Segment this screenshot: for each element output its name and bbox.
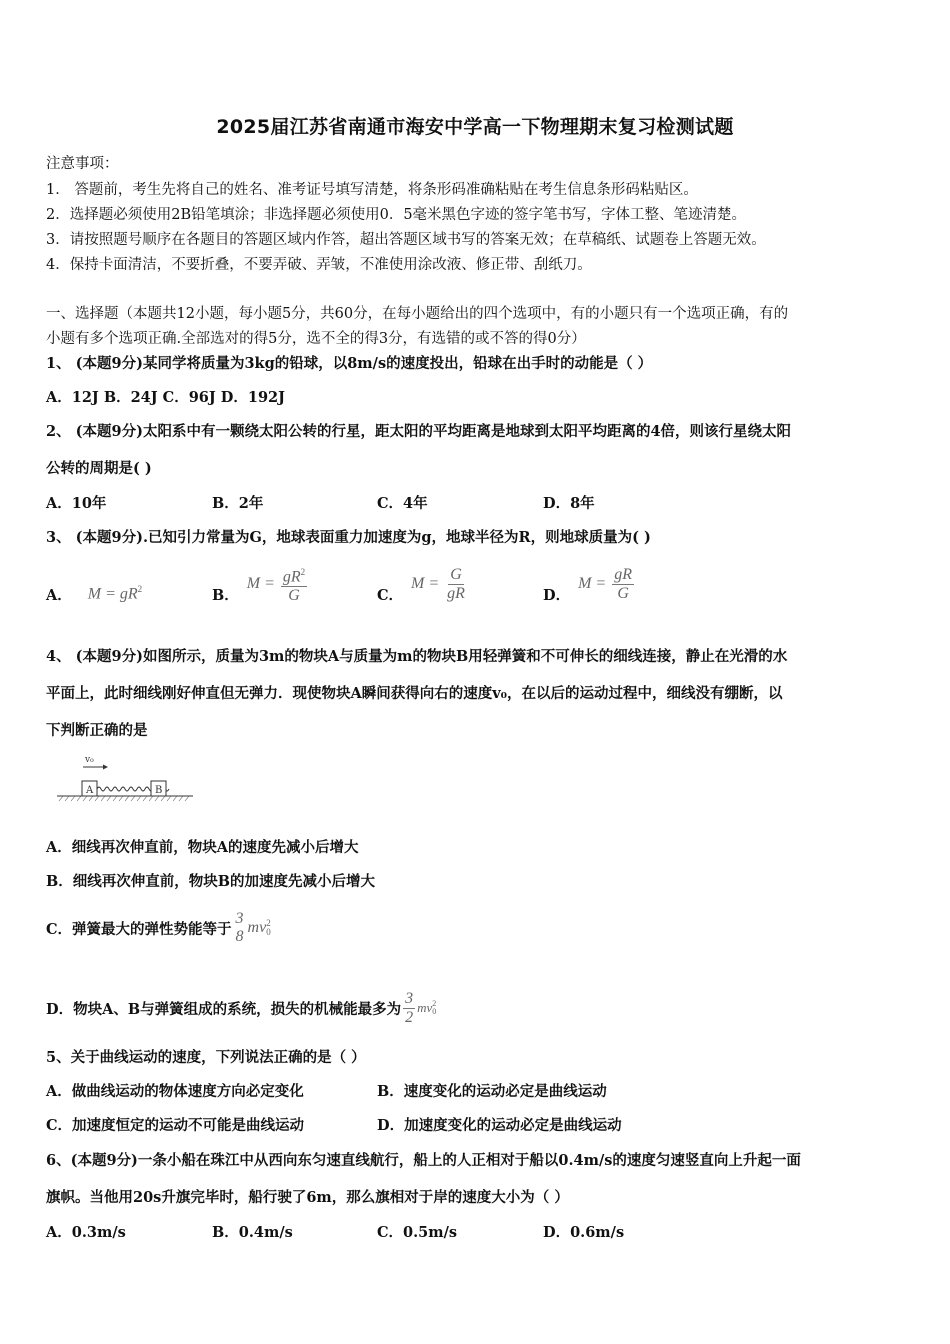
page-title: 2025届江苏省南通市海安中学高一下物理期末复习检测试题: [216, 116, 734, 138]
q6-stem-line2: 旗帜。当他用20s升旗完毕时，船行驶了6m，那么旗相对于岸的速度大小为（ ）: [46, 1189, 569, 1206]
q6-option-b: B．0.4m/s: [212, 1224, 293, 1241]
q6-stem-line1: 6、(本题9分)一条小船在珠江中从西向东匀速直线航行，船上的人正相对于船以0.4m/s的速度匀速竖直向上升起一面: [46, 1152, 801, 1169]
q2-option-b: B．2年: [212, 495, 264, 512]
q6-option-a: A．0.3m/s: [46, 1224, 126, 1241]
q3-option-c-formula: M = $\frac{G}{gR}$: [411, 565, 465, 602]
q6-option-c: C．0.5m/s: [377, 1224, 458, 1241]
q2-option-a: A．10年: [46, 495, 107, 512]
q3-option-c-label: C．: [377, 586, 404, 604]
q4-stem-line3: 下判断正确的是: [46, 722, 148, 739]
block-b-label: B: [155, 785, 163, 796]
q5-option-a: A．做曲线运动的物体速度方向必定变化: [46, 1083, 304, 1100]
figure-v0-label: v₀: [85, 755, 94, 765]
q5-stem: 5、关于曲线运动的速度，下列说法正确的是（ ）: [46, 1049, 366, 1066]
q5-option-b: B．速度变化的运动必定是曲线运动: [377, 1083, 607, 1100]
section-heading-line2: 小题有多个选项正确.全部选对的得5分，选不全的得3分，有选错的或不答的得0分）: [46, 331, 586, 347]
q5-option-c: C．加速度恒定的运动不可能是曲线运动: [46, 1117, 305, 1134]
q4-option-c: C．弹簧最大的弹性势能等于 3 8 mv 2 0: [46, 910, 271, 945]
q6-option-d: D．0.6m/s: [543, 1224, 625, 1241]
q4-option-a: A．细线再次伸直前，物块A的速度先减小后增大: [46, 839, 359, 856]
q1-options: A．12J B．24J C．96J D．192J: [46, 389, 286, 406]
q3-option-b: [212, 562, 309, 606]
q3-stem: 3、 (本题9分).已知引力常量为G，地球表面重力加速度为g，地球半径为R，则地球质量为( ): [46, 529, 651, 546]
notice-item: 2．选择题必须使用2B铅笔填涂；非选择题必须使用0．5毫米黑色字迹的签字笔书写，字体工整、笔迹清楚。: [46, 207, 747, 223]
q2-stem-line2: 公转的周期是( ): [46, 460, 152, 477]
q4-option-c-formula: 3 8 mv 2 0: [235, 910, 271, 945]
q4-option-d: D．物块A、B与弹簧组成的系统，损失的机械能最多为 $\frac{3}{2}$ mv 2 0: [46, 989, 437, 1026]
q3-option-a-label: A．: [46, 586, 72, 604]
q4-option-d-formula: $\frac{3}{2}$ mv 2 0: [405, 989, 437, 1026]
notice-item: 4．保持卡面清洁，不要折叠，不要弄破、弄皱，不准使用涂改液、修正带、刮纸刀。: [46, 257, 592, 273]
q4-stem-line1: 4、 (本题9分)如图所示，质量为3m的物块A与质量为m的物块B用轻弹簧和不可伸长的细线连接，静止在光滑的水: [46, 648, 788, 665]
q3-option-c: [377, 562, 469, 606]
q3-option-d: [543, 562, 636, 606]
q3-option-d-formula: M = $\frac{gR}{G}$: [578, 565, 632, 602]
notice-item: 3．请按照题号顺序在各题目的答题区域内作答，超出答题区域书写的答案无效；在草稿纸、试题卷上答题无效。: [46, 232, 766, 248]
section-heading-line1: 一、选择题（本题共12小题，每小题5分，共60分，在每小题给出的四个选项中，有的小题只有一个选项正确，有的: [46, 306, 789, 322]
q5-option-d: D．加速度变化的运动必定是曲线运动: [377, 1117, 622, 1134]
q3-option-b-formula: M = $\frac{gR^2}{G}$: [247, 563, 309, 605]
q3-option-d-label: D．: [543, 586, 571, 604]
q2-option-d: D．8年: [543, 495, 595, 512]
block-a-label: A: [86, 785, 94, 796]
notice-item: 1． 答题前，考生先将自己的姓名、准考证号填写清楚，将条形码准确粘贴在考生信息条形码粘贴区。: [46, 182, 698, 198]
arrowhead-icon: [103, 765, 108, 770]
ground-hatch-icon: [59, 796, 189, 801]
q2-stem-line1: 2、 (本题9分)太阳系中有一颗绕太阳公转的行星，距太阳的平均距离是地球到太阳平均距离的4倍，则该行星绕太阳: [46, 423, 792, 440]
q4-figure: [55, 750, 200, 805]
notice-heading: 注意事项：: [46, 156, 119, 172]
q3-option-a: [46, 576, 142, 612]
q3-option-b-label: B．: [212, 586, 239, 604]
q3-option-a-formula: $M = gR^2$: [87, 584, 143, 603]
q2-option-c: C．4年: [377, 495, 428, 512]
q4-stem-line2: 平面上，此时细线刚好伸直但无弹力．现使物块A瞬间获得向右的速度v₀，在以后的运动过程中，细线没有绷断，以: [46, 685, 783, 702]
q1-stem: 1、 (本题9分)某同学将质量为3kg的铅球，以8m/s的速度投出，铅球在出手时的动能是（ ）: [46, 355, 653, 372]
q4-option-b: B．细线再次伸直前，物块B的加速度先减小后增大: [46, 873, 376, 890]
